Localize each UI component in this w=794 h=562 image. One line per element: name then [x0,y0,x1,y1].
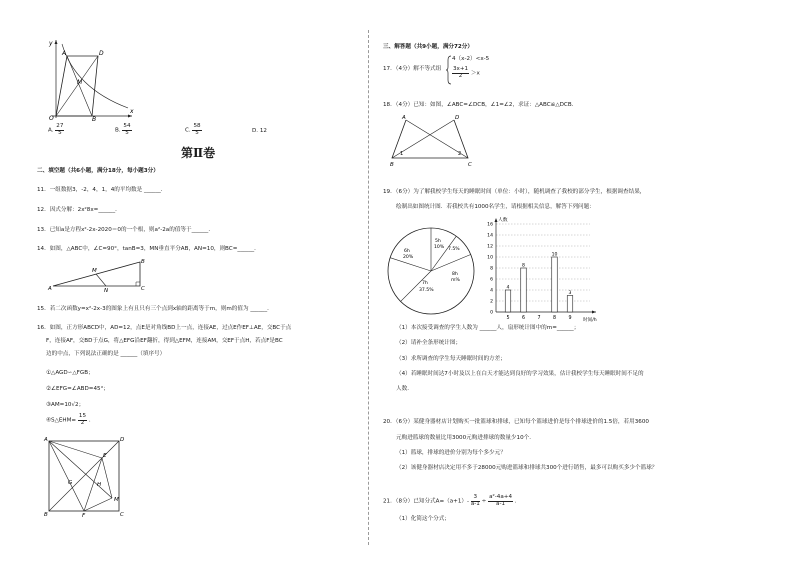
x-tick-label: 9 [568,316,572,321]
q21-mid: ÷ [481,498,487,505]
q17-den: 2 [458,72,463,79]
label-B: B [92,116,97,123]
question-16-line3: 边的中点，下列说法正确的是 ______（填序号） [46,351,166,357]
q21-end: ． [514,498,521,505]
q16-option-3: ③AM=10√2； [46,402,85,408]
question-19-line1: 19．（6分）为了解我校学生每天的睡眠时间（单位：小时），随机调查了我校的部分学生，根据调查结果， [383,189,646,195]
y-tick-label: 14 [487,233,493,239]
q19-sub-3: （3）求所调查的学生每天睡眠时间的方差； [396,356,506,362]
option-b-label: B. [115,127,121,134]
pie-label-7h: 7h [422,281,428,286]
question-17: 17．（4分）解不等式组 [383,66,442,72]
label-M: M [77,79,83,86]
question-16-line2: F，连接AF，交BD于点G，将△EFG沿EF翻折，得到△EFM，连接AM，交EF于点H，若点F是BC [46,338,283,344]
bar-value-label: 10 [551,252,558,258]
option-b-fraction [122,124,131,136]
bar-value-label: 8 [522,263,525,269]
svg-text:D: D [455,115,460,121]
svg-text:B: B [390,162,394,168]
question-16-line1: 16．如图，正方形ABCD中，AD=12，点E是对角线BD上一点，连接AE，过点E作EF⊥AE，交BC于点 [37,325,292,331]
option-c-fraction [192,124,201,136]
svg-text:A: A [44,437,48,443]
question-20-line2: 元购进篮球的数量比用3000元购进排球的数量少10个． [396,435,535,441]
bar [505,290,511,312]
svg-text:H: H [97,482,102,488]
bar [521,268,527,312]
svg-text:E: E [103,453,107,459]
x-tick-label: 7 [537,316,541,321]
y-tick-label: 0 [490,310,493,316]
y-tick-label: 16 [487,222,493,228]
x-axis-arrow [592,311,596,314]
bar [552,257,558,312]
label-x: x [130,108,134,115]
q19-sub-4-line1: （4）若睡眠时间达7小时及以上在白天才能达到良好的学习效果，估计我校学生每天睡眠时间不足的 [396,371,644,377]
svg-text:B: B [44,512,48,518]
question-13: 13．已知a是方程x²-2x-2020＝0的一个根，则a²-2a的值等于______． [37,227,214,233]
label-y: y [49,40,53,47]
q21-fraction-2 [488,495,513,507]
bar [567,296,573,313]
q21-sub-1: （1）化简这个分式； [396,516,450,522]
q19-sub-2: （2）请补全条形统计图； [396,340,462,346]
bar-chart [482,216,604,322]
pie-label-6h: 6h [404,249,410,254]
question-12: 12．因式分解：2x²8x=______． [37,207,121,213]
pie-pct-8h: m% [451,278,460,283]
solve-header: 三、解答题（共9小题，满分72分） [383,44,473,50]
figure-trapezoid [390,114,476,170]
figure-triangle-abc [48,258,148,292]
svg-text:F: F [82,513,86,519]
svg-text:1: 1 [400,151,404,157]
svg-text:C: C [120,512,124,518]
q16-option-4 [46,414,94,426]
x-tick-label: 6 [521,316,526,321]
pie-label-5h: 5h [435,239,441,244]
svg-text:A: A [48,286,52,292]
option-c [185,124,202,136]
q21-fraction-1 [471,495,480,507]
q21-f2-den: a-1 [496,500,506,507]
q16-option-2: ②∠EFG=∠ABD=45°； [46,386,109,392]
question-18: 18．（4分）已知：如图，∠ABC=∠DCB，∠1=∠2，求证：△ABC≌△DCB． [383,102,578,108]
svg-text:G: G [68,480,73,486]
section-title: 第Ⅱ卷 [181,146,216,160]
svg-text:A: A [402,115,406,121]
q17-num: 3x+1 [453,66,469,72]
pie-label-8h: 8h [452,272,458,277]
label-D: D [99,50,104,57]
q21-f1-num: 3 [471,495,480,502]
pie-pct-7h: 37.5% [419,288,434,293]
question-21 [383,495,520,507]
option-d: D. 12 [252,128,267,134]
y-tick-label: 2 [490,299,493,305]
x-tick-label: 5 [506,316,510,321]
svg-text:M: M [114,497,119,503]
q21-pre: 21．（8分）已知分式A=（a+1）- [383,498,470,505]
q17-post: ＞x [470,70,480,77]
x-tick-label: 8 [552,316,557,321]
q20-sub-2: （2）该健身器材店决定用不多于28000元购进篮球和排球共300个进行销售，最多可以购买多少个篮球？ [396,465,658,471]
q16-option-4-fraction [78,414,87,426]
figure-coordinate-square [40,38,135,123]
option-b-num: 54 [123,123,131,129]
svg-text:C: C [468,162,472,168]
y-tick-label: 10 [487,255,493,261]
bar-value-label: 3 [568,291,572,296]
option-a-label: A. [48,127,54,134]
q16-option-4-den: 2 [80,419,85,426]
question-15: 15．若二次函数y=x²-2x-3的图象上有且只有三个点到x轴的距离等于m，则m的值为 ______． [37,306,273,312]
q19-sub-1: （1）本次接受调查的学生人数为 ______人，扇形统计图中的m=______； [396,325,580,331]
svg-text:M: M [92,268,97,274]
q19-sub-4-line2: 人数． [396,386,413,392]
y-tick-label: 12 [487,244,493,250]
question-20-line1: 20．（6分）某健身器材店计划购买一批篮球和排球，已知每个篮球进价是每个排球进价的1.5倍，若用3600 [383,419,649,425]
svg-text:N: N [104,288,109,294]
svg-text:B: B [141,259,145,265]
q17-inequality-1: 4（x-2）<x-5 [452,56,490,62]
option-a-fraction [55,124,64,136]
option-b-den: 5 [125,129,129,136]
q16-option-4-pre: ④S△EHM= [46,417,77,424]
x-axis-title: 时间/h [583,318,597,323]
q16-option-4-post: ． [88,417,95,424]
label-A: A [62,50,67,57]
svg-text:2: 2 [458,151,462,157]
q16-option-4-num: 15 [78,413,87,419]
question-14: 14．如图，△ABC中，∠C=90°，tanB=3，MN垂直平分AB，AN=10，则BC=______． [37,246,260,252]
bar-value-label: 4 [506,285,510,291]
option-a-den: 5 [58,129,62,136]
option-c-label: C. [185,127,191,134]
question-19-line2: 绘制出如图统计图．若我校共有1000名学生，请根据相关信息，解答下列问题： [396,204,595,210]
pie-pct-5h: 10% [434,245,445,250]
y-tick-label: 6 [490,277,493,283]
q20-sub-1: （1）篮球，排球的进价分别为每个多少元？ [396,450,506,456]
option-a [48,124,64,136]
q21-f2-num: a²-4a+4 [489,494,512,500]
column-divider [368,30,369,545]
pie-chart [386,226,476,316]
svg-text:C: C [141,286,145,292]
y-axis-title: 人数 [498,218,508,223]
option-c-den: 5 [195,129,199,136]
option-a-num: 27 [56,123,64,129]
question-11: 11．一组数据3，-2，4，1，4的平均数是 ______． [37,187,167,193]
option-c-num: 58 [193,123,201,129]
svg-text:D: D [120,437,125,443]
y-tick-label: 8 [490,266,493,272]
q21-f1-den: a-1 [470,500,480,507]
q16-option-1: ①△AGD∽△FGB； [46,370,94,376]
y-tick-label: 4 [490,288,493,294]
pie-pct-75: 7.5% [448,247,460,252]
label-O: O [49,115,54,122]
pie-pct-6h: 20% [403,255,414,260]
figure-square-abcd [44,436,126,519]
q17-inequality-2 [452,67,480,79]
q17-fraction [452,67,469,79]
option-b [115,124,132,136]
fill-header: 二、填空题（共6小题，满分18分，每小题3分） [37,168,159,174]
